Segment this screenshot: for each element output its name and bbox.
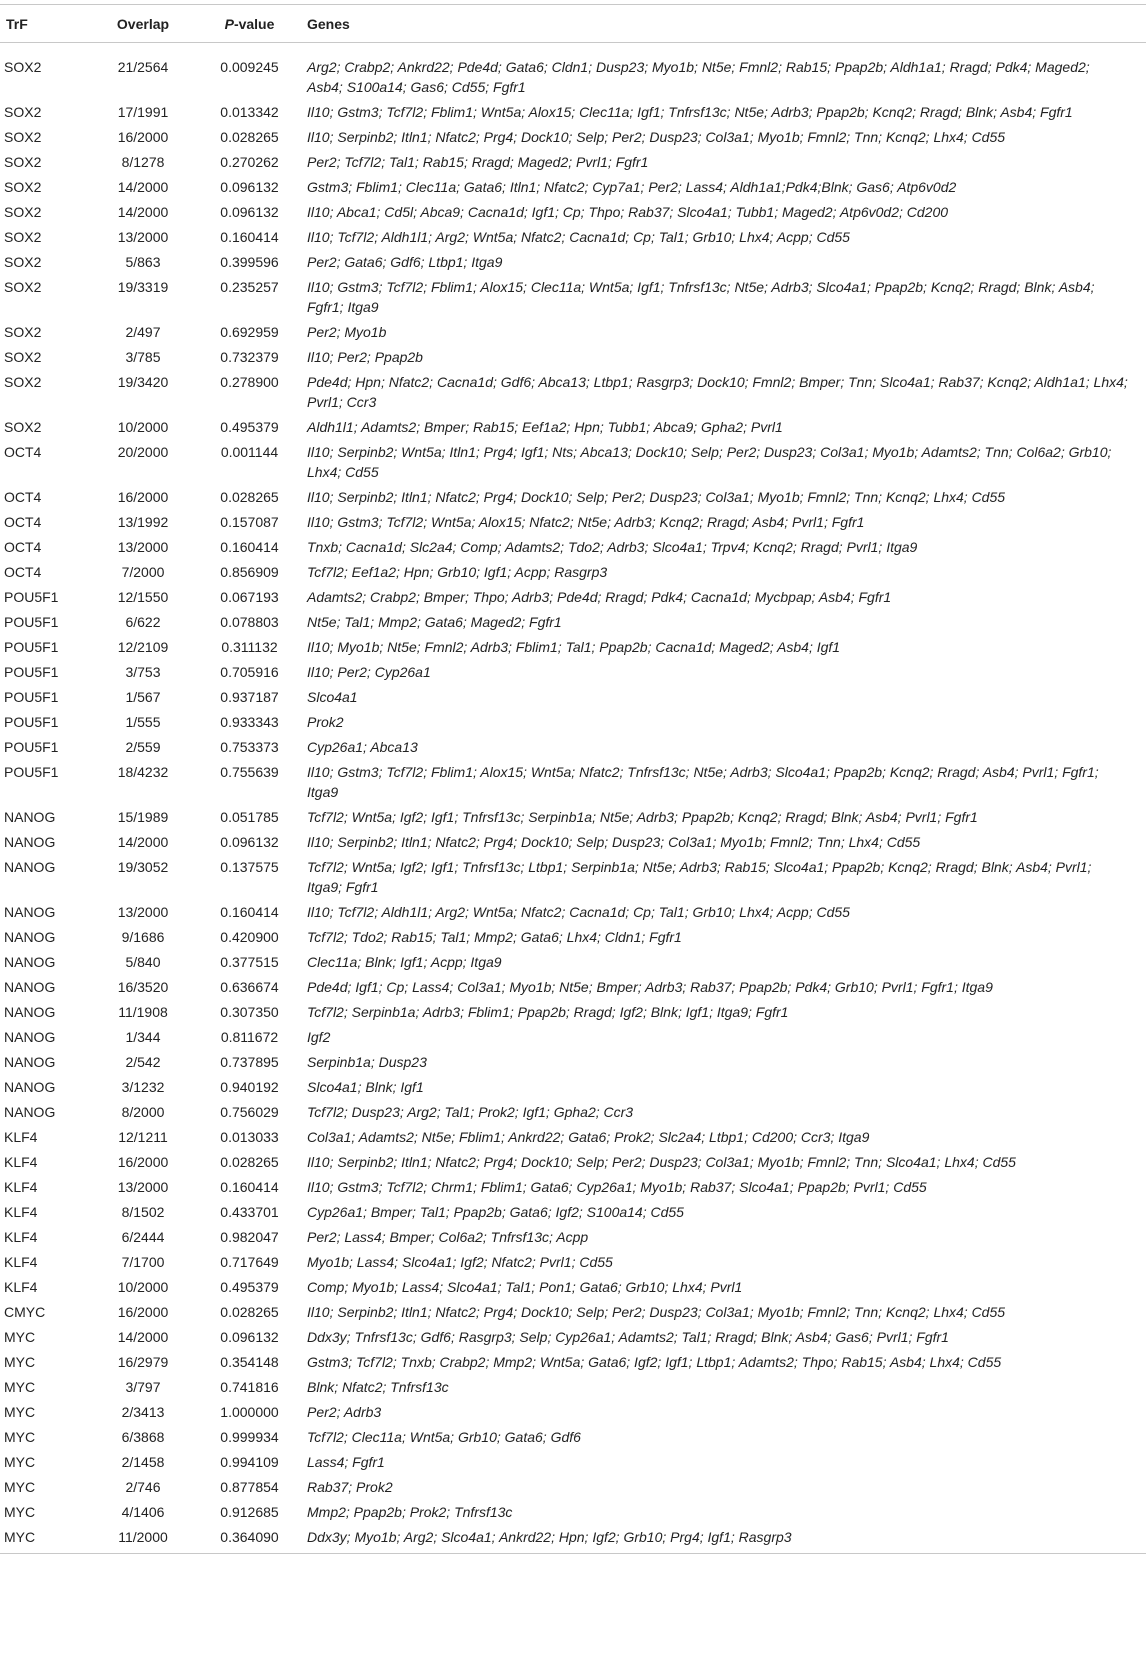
genes-cell: Il10; Gstm3; Tcf7l2; Chrm1; Fblim1; Gata6; Cyp26a1; Myo1b; Rab37; Slco4a1; Ppap2b; Pvrl1; Cd55 — [307, 1179, 927, 1195]
header-overlap: Overlap — [88, 5, 198, 43]
header-pvalue — [198, 5, 301, 43]
trf-cell: NANOG — [4, 904, 56, 920]
overlap-cell: 19/3052 — [117, 859, 169, 875]
genes-cell: Pde4d; Hpn; Nfatc2; Cacna1d; Gdf6; Abca13; Ltbp1; Rasgrp3; Dock10; Fmnl2; Bmper; Tnn; Slco4a1; Rab37; Kcnq2; Aldh1a1; Lhx4; Pvrl1; Ccr3 — [307, 374, 1128, 410]
genes-cell: Slco4a1; Blnk; Igf1 — [307, 1079, 424, 1095]
table-row — [0, 249, 1146, 274]
table-row — [0, 609, 1146, 634]
trf-cell: NANOG — [4, 1054, 56, 1070]
overlap-cell: 13/2000 — [117, 904, 169, 920]
genes-cell: Tcf7l2; Wnt5a; Igf2; Igf1; Tnfrsf13c; Serpinb1a; Nt5e; Adrb3; Ppap2b; Kcnq2; Rragd; Blnk; Asb4; Pvrl1; Fgfr1 — [307, 809, 978, 825]
pvalue-cell: 0.096132 — [220, 204, 279, 220]
table-row — [0, 1524, 1146, 1554]
trf-cell: NANOG — [4, 954, 56, 970]
overlap-cell: 2/559 — [125, 739, 161, 755]
pvalue-cell: 0.028265 — [220, 129, 279, 145]
overlap-cell: 2/3413 — [121, 1404, 165, 1420]
overlap-cell: 18/4232 — [117, 764, 169, 780]
pvalue-cell: 0.235257 — [220, 279, 279, 295]
trf-cell: MYC — [4, 1479, 36, 1495]
header-genes: Genes — [301, 5, 1146, 43]
table-row — [0, 1224, 1146, 1249]
trf-cell: SOX2 — [4, 104, 42, 120]
pvalue-cell: 0.912685 — [220, 1504, 279, 1520]
table-row — [0, 149, 1146, 174]
overlap-cell: 2/746 — [125, 1479, 161, 1495]
table-row — [0, 174, 1146, 199]
pvalue-cell: 0.755639 — [220, 764, 279, 780]
genes-cell: Il10; Gstm3; Tcf7l2; Fblim1; Alox15; Clec11a; Wnt5a; Igf1; Tnfrsf13c; Nt5e; Adrb3; Slco4a1; Ppap2b; Kcnq2; Rragd; Blnk; Asb4; Fgfr1; Itga9 — [307, 279, 1095, 315]
overlap-cell: 3/797 — [125, 1379, 161, 1395]
genes-cell: Lass4; Fgfr1 — [307, 1454, 385, 1470]
table-row — [0, 43, 1146, 100]
trf-cell: POU5F1 — [4, 639, 59, 655]
genes-cell: Tcf7l2; Tdo2; Rab15; Tal1; Mmp2; Gata6; Lhx4; Cldn1; Fgfr1 — [307, 929, 682, 945]
table-row — [0, 1299, 1146, 1324]
genes-cell: Il10; Gstm3; Tcf7l2; Wnt5a; Alox15; Nfatc2; Nt5e; Adrb3; Kcnq2; Rragd; Asb4; Pvrl1; Fgfr1 — [307, 514, 865, 530]
pvalue-cell: 0.028265 — [220, 489, 279, 505]
overlap-cell: 8/1278 — [121, 154, 165, 170]
overlap-cell: 5/863 — [125, 254, 161, 270]
trf-cell: POU5F1 — [4, 689, 59, 705]
table-row — [0, 1174, 1146, 1199]
table-row — [0, 1324, 1146, 1349]
pvalue-cell: 0.420900 — [220, 929, 279, 945]
overlap-cell: 6/3868 — [121, 1429, 165, 1445]
trf-cell: OCT4 — [4, 539, 42, 555]
pvalue-cell: 0.741816 — [220, 1379, 279, 1395]
header-trf: TrF — [0, 5, 88, 43]
genes-cell: Aldh1l1; Adamts2; Bmper; Rab15; Eef1a2; Hpn; Tubb1; Abca9; Gpha2; Pvrl1 — [307, 419, 783, 435]
overlap-cell: 13/1992 — [117, 514, 169, 530]
trf-cell: NANOG — [4, 809, 56, 825]
pvalue-cell: 0.877854 — [220, 1479, 279, 1495]
genes-cell: Prok2 — [307, 714, 344, 730]
table-row — [0, 1499, 1146, 1524]
pvalue-cell: 0.756029 — [220, 1104, 279, 1120]
table-row — [0, 899, 1146, 924]
genes-cell: Per2; Lass4; Bmper; Col6a2; Tnfrsf13c; Acpp — [307, 1229, 589, 1245]
trf-cell: MYC — [4, 1504, 36, 1520]
overlap-cell: 16/3520 — [117, 979, 169, 995]
table-row — [0, 124, 1146, 149]
trf-cell: POU5F1 — [4, 589, 59, 605]
genes-cell: Per2; Gata6; Gdf6; Ltbp1; Itga9 — [307, 254, 503, 270]
genes-cell: Mmp2; Ppap2b; Prok2; Tnfrsf13c — [307, 1504, 513, 1520]
pvalue-cell: 0.009245 — [220, 59, 279, 75]
genes-cell: Igf2 — [307, 1029, 331, 1045]
trf-cell: POU5F1 — [4, 739, 59, 755]
table-row — [0, 634, 1146, 659]
trf-cell: MYC — [4, 1354, 36, 1370]
trf-cell: KLF4 — [4, 1179, 38, 1195]
overlap-cell: 3/753 — [125, 664, 161, 680]
trf-cell: SOX2 — [4, 59, 42, 75]
overlap-cell: 13/2000 — [117, 229, 169, 245]
pvalue-cell: 0.157087 — [220, 514, 279, 530]
pvalue-cell: 0.937187 — [220, 689, 279, 705]
overlap-cell: 16/2000 — [117, 489, 169, 505]
table-row — [0, 369, 1146, 414]
trf-cell: NANOG — [4, 1104, 56, 1120]
table-row — [0, 439, 1146, 484]
trf-cell: SOX2 — [4, 349, 42, 365]
table-row — [0, 534, 1146, 559]
trf-cell: SOX2 — [4, 204, 42, 220]
table-row — [0, 1074, 1146, 1099]
overlap-cell: 10/2000 — [117, 419, 169, 435]
overlap-cell: 4/1406 — [121, 1504, 165, 1520]
genes-cell: Il10; Tcf7l2; Aldh1l1; Arg2; Wnt5a; Nfatc2; Cacna1d; Cp; Tal1; Grb10; Lhx4; Acpp; Cd55 — [307, 229, 850, 245]
genes-cell: Rab37; Prok2 — [307, 1479, 393, 1495]
pvalue-cell: 0.307350 — [220, 1004, 279, 1020]
trf-cell: SOX2 — [4, 254, 42, 270]
table-row — [0, 1274, 1146, 1299]
pvalue-cell: 0.270262 — [220, 154, 279, 170]
overlap-cell: 14/2000 — [117, 834, 169, 850]
table-row — [0, 224, 1146, 249]
trf-cell: KLF4 — [4, 1229, 38, 1245]
overlap-cell: 12/1550 — [117, 589, 169, 605]
trf-cell: NANOG — [4, 1079, 56, 1095]
genes-cell: Nt5e; Tal1; Mmp2; Gata6; Maged2; Fgfr1 — [307, 614, 562, 630]
genes-cell: Tcf7l2; Serpinb1a; Adrb3; Fblim1; Ppap2b; Rragd; Igf2; Blnk; Igf1; Itga9; Fgfr1 — [307, 1004, 789, 1020]
overlap-cell: 3/1232 — [121, 1079, 165, 1095]
trf-cell: KLF4 — [4, 1254, 38, 1270]
genes-cell: Per2; Myo1b — [307, 324, 387, 340]
table-row — [0, 1449, 1146, 1474]
genes-cell: Tcf7l2; Dusp23; Arg2; Tal1; Prok2; Igf1; Gpha2; Ccr3 — [307, 1104, 634, 1120]
pvalue-cell: 0.856909 — [220, 564, 279, 580]
genes-cell: Blnk; Nfatc2; Tnfrsf13c — [307, 1379, 449, 1395]
genes-cell: Tcf7l2; Eef1a2; Hpn; Grb10; Igf1; Acpp; Rasgrp3 — [307, 564, 608, 580]
pvalue-cell: 0.636674 — [220, 979, 279, 995]
genes-cell: Il10; Serpinb2; Wnt5a; Itln1; Prg4; Igf1; Nts; Abca13; Dock10; Selp; Per2; Dusp23; Col3a1; Myo1b; Adamts2; Tnn; Col6a2; Grb10; Lhx4; Cd55 — [307, 444, 1112, 480]
trf-cell: KLF4 — [4, 1154, 38, 1170]
table-row — [0, 854, 1146, 899]
table-row — [0, 949, 1146, 974]
trf-cell: MYC — [4, 1429, 36, 1445]
genes-cell: Il10; Per2; Ppap2b — [307, 349, 423, 365]
pvalue-cell: 0.160414 — [220, 1179, 279, 1195]
trf-cell: POU5F1 — [4, 664, 59, 680]
trf-cell: SOX2 — [4, 154, 42, 170]
table-row — [0, 509, 1146, 534]
table-row — [0, 1124, 1146, 1149]
trf-cell: MYC — [4, 1329, 36, 1345]
trf-cell: SOX2 — [4, 419, 42, 435]
table-row — [0, 1374, 1146, 1399]
overlap-cell: 13/2000 — [117, 539, 169, 555]
genes-cell: Il10; Per2; Cyp26a1 — [307, 664, 431, 680]
overlap-cell: 12/1211 — [118, 1129, 168, 1145]
genes-cell: Il10; Tcf7l2; Aldh1l1; Arg2; Wnt5a; Nfatc2; Cacna1d; Cp; Tal1; Grb10; Lhx4; Acpp; Cd55 — [307, 904, 850, 920]
trf-cell: SOX2 — [4, 179, 42, 195]
genes-cell: Gstm3; Fblim1; Clec11a; Gata6; Itln1; Nfatc2; Cyp7a1; Per2; Lass4; Aldh1a1;Pdk4;Blnk; Gas6; Atp6v0d2 — [307, 179, 957, 195]
genes-cell: Ddx3y; Tnfrsf13c; Gdf6; Rasgrp3; Selp; Cyp26a1; Adamts2; Tal1; Rragd; Blnk; Asb4; Gas6; Pvrl1; Fgfr1 — [307, 1329, 949, 1345]
pvalue-cell: 0.001144 — [220, 444, 279, 460]
genes-cell: Serpinb1a; Dusp23 — [307, 1054, 427, 1070]
table-row — [0, 659, 1146, 684]
overlap-cell: 7/1700 — [121, 1254, 165, 1270]
table-row — [0, 274, 1146, 319]
table-row — [0, 974, 1146, 999]
genes-cell: Il10; Serpinb2; Itln1; Nfatc2; Prg4; Dock10; Selp; Per2; Dusp23; Col3a1; Myo1b; Fmnl2; Tnn; Kcnq2; Lhx4; Cd55 — [307, 129, 1006, 145]
overlap-cell: 2/542 — [125, 1054, 161, 1070]
table-row — [0, 414, 1146, 439]
pvalue-cell: 0.732379 — [220, 349, 279, 365]
pvalue-cell: 0.717649 — [220, 1254, 279, 1270]
overlap-cell: 16/2979 — [117, 1354, 169, 1370]
genes-cell: Slco4a1 — [307, 689, 358, 705]
trf-cell: POU5F1 — [4, 614, 59, 630]
pvalue-cell: 0.933343 — [220, 714, 279, 730]
table-row — [0, 559, 1146, 584]
trf-cell: SOX2 — [4, 229, 42, 245]
overlap-cell: 16/2000 — [117, 1154, 169, 1170]
table-row — [0, 1024, 1146, 1049]
trf-cell: NANOG — [4, 1029, 56, 1045]
genes-cell: Col3a1; Adamts2; Nt5e; Fblim1; Ankrd22; Gata6; Prok2; Slc2a4; Ltbp1; Cd200; Ccr3; Itga9 — [307, 1129, 870, 1145]
overlap-cell: 13/2000 — [117, 1179, 169, 1195]
pvalue-cell: 0.028265 — [220, 1304, 279, 1320]
overlap-cell: 14/2000 — [117, 204, 169, 220]
overlap-cell: 1/344 — [125, 1029, 161, 1045]
table-row — [0, 709, 1146, 734]
pvalue-cell: 0.096132 — [220, 1329, 279, 1345]
trf-cell: NANOG — [4, 834, 56, 850]
trf-cell: POU5F1 — [4, 714, 59, 730]
overlap-cell: 7/2000 — [121, 564, 165, 580]
genes-cell: Il10; Abca1; Cd5l; Abca9; Cacna1d; Igf1; Cp; Thpo; Rab37; Slco4a1; Tubb1; Maged2; Atp6v0d2; Cd200 — [307, 204, 949, 220]
pvalue-cell: 0.495379 — [220, 1279, 279, 1295]
table-row — [0, 924, 1146, 949]
pvalue-cell: 0.160414 — [220, 229, 279, 245]
header-pvalue-italic: P — [224, 16, 234, 32]
trf-cell: OCT4 — [4, 444, 42, 460]
trf-cell: MYC — [4, 1379, 36, 1395]
pvalue-cell: 0.692959 — [220, 324, 279, 340]
table-row — [0, 999, 1146, 1024]
pvalue-cell: 0.737895 — [220, 1054, 279, 1070]
genes-cell: Adamts2; Crabp2; Bmper; Thpo; Adrb3; Pde4d; Rragd; Pdk4; Cacna1d; Mycbpap; Asb4; Fgfr1 — [307, 589, 892, 605]
table-row — [0, 199, 1146, 224]
trf-cell: MYC — [4, 1454, 36, 1470]
genes-cell: Il10; Myo1b; Nt5e; Fmnl2; Adrb3; Fblim1; Tal1; Ppap2b; Cacna1d; Maged2; Asb4; Igf1 — [307, 639, 841, 655]
overlap-cell: 6/622 — [125, 614, 161, 630]
pvalue-cell: 0.067193 — [220, 589, 279, 605]
genes-cell: Il10; Serpinb2; Itln1; Nfatc2; Prg4; Dock10; Selp; Per2; Dusp23; Col3a1; Myo1b; Fmnl2; Tnn; Kcnq2; Lhx4; Cd55 — [307, 489, 1006, 505]
pvalue-cell: 0.137575 — [220, 859, 279, 875]
pvalue-cell: 0.377515 — [220, 954, 279, 970]
pvalue-cell: 0.999934 — [220, 1429, 279, 1445]
trf-cell: MYC — [4, 1404, 36, 1420]
genes-cell: Tnxb; Cacna1d; Slc2a4; Comp; Adamts2; Tdo2; Adrb3; Slco4a1; Trpv4; Kcnq2; Rragd; Pvrl1; Itga9 — [307, 539, 918, 555]
overlap-cell: 3/785 — [125, 349, 161, 365]
table-row — [0, 804, 1146, 829]
overlap-cell: 11/1908 — [118, 1004, 168, 1020]
pvalue-cell: 0.940192 — [220, 1079, 279, 1095]
pvalue-cell: 0.354148 — [220, 1354, 279, 1370]
overlap-cell: 1/555 — [125, 714, 161, 730]
table-row — [0, 759, 1146, 804]
trf-cell: SOX2 — [4, 324, 42, 340]
pvalue-cell: 0.311132 — [221, 639, 278, 655]
pvalue-cell: 0.705916 — [220, 664, 279, 680]
trf-cell: SOX2 — [4, 279, 42, 295]
trf-cell: MYC — [0, 1524, 88, 1554]
genes-cell: Cyp26a1; Abca13 — [307, 739, 418, 755]
table-row — [0, 1474, 1146, 1499]
pvalue-cell: 0.982047 — [220, 1229, 279, 1245]
pvalue-cell: 0.013033 — [220, 1129, 279, 1145]
pvalue-cell: 0.160414 — [220, 539, 279, 555]
table-row — [0, 1149, 1146, 1174]
overlap-cell: 8/2000 — [121, 1104, 165, 1120]
pvalue-cell: 0.013342 — [220, 104, 279, 120]
table-row — [0, 99, 1146, 124]
pvalue-cell: 0.096132 — [220, 179, 279, 195]
overlap-cell: 14/2000 — [117, 179, 169, 195]
overlap-cell: 9/1686 — [121, 929, 165, 945]
pvalue-cell: 0.051785 — [220, 809, 279, 825]
table-row — [0, 1199, 1146, 1224]
table-row — [0, 1049, 1146, 1074]
trf-cell: KLF4 — [4, 1279, 38, 1295]
overlap-cell: 16/2000 — [117, 1304, 169, 1320]
overlap-cell: 2/497 — [125, 324, 161, 340]
table-row — [0, 734, 1146, 759]
trf-cell: KLF4 — [4, 1204, 38, 1220]
trf-cell: OCT4 — [4, 564, 42, 580]
trf-cell: KLF4 — [4, 1129, 38, 1145]
table-row — [0, 1249, 1146, 1274]
genes-cell: Il10; Gstm3; Tcf7l2; Fblim1; Alox15; Wnt5a; Nfatc2; Tnfrsf13c; Nt5e; Adrb3; Slco4a1; Ppap2b; Kcnq2; Rragd; Asb4; Pvrl1; Fgfr1; Itga9 — [307, 764, 1099, 800]
genes-cell: Ddx3y; Myo1b; Arg2; Slco4a1; Ankrd22; Hpn; Igf2; Grb10; Prg4; Igf1; Rasgrp3 — [301, 1524, 1146, 1554]
genes-cell: Tcf7l2; Wnt5a; Igf2; Igf1; Tnfrsf13c; Ltbp1; Serpinb1a; Nt5e; Adrb3; Rab15; Slco4a1; Ppap2b; Kcnq2; Rragd; Blnk; Asb4; Pvrl1; Itga9; Fgfr1 — [307, 859, 1092, 895]
table-row — [0, 319, 1146, 344]
overlap-cell: 11/2000 — [88, 1524, 198, 1554]
pvalue-cell: 0.278900 — [220, 374, 279, 390]
trf-cell: NANOG — [4, 929, 56, 945]
trf-cell: SOX2 — [4, 129, 42, 145]
table-row — [0, 484, 1146, 509]
overlap-cell: 8/1502 — [121, 1204, 165, 1220]
overlap-cell: 5/840 — [125, 954, 161, 970]
genes-cell: Gstm3; Tcf7l2; Tnxb; Crabp2; Mmp2; Wnt5a; Gata6; Igf2; Igf1; Ltbp1; Adamts2; Thpo; Rab15; Asb4; Lhx4; Cd55 — [307, 1354, 1002, 1370]
trf-cell: NANOG — [4, 979, 56, 995]
genes-cell: Pde4d; Igf1; Cp; Lass4; Col3a1; Myo1b; Nt5e; Bmper; Adrb3; Rab37; Ppap2b; Pdk4; Grb10; Pvrl1; Fgfr1; Itga9 — [307, 979, 993, 995]
overlap-cell: 16/2000 — [117, 129, 169, 145]
table-row — [0, 1099, 1146, 1124]
genes-cell: Myo1b; Lass4; Slco4a1; Igf2; Nfatc2; Pvrl1; Cd55 — [307, 1254, 613, 1270]
genes-cell: Per2; Adrb3 — [307, 1404, 382, 1420]
pvalue-cell: 1.000000 — [220, 1404, 279, 1420]
trf-cell: OCT4 — [4, 489, 42, 505]
overlap-cell: 10/2000 — [117, 1279, 169, 1295]
overlap-cell: 19/3319 — [117, 279, 169, 295]
table-row — [0, 1349, 1146, 1374]
overlap-cell: 17/1991 — [117, 104, 169, 120]
trf-cell: NANOG — [4, 859, 56, 875]
genes-cell: Il10; Serpinb2; Itln1; Nfatc2; Prg4; Dock10; Selp; Per2; Dusp23; Col3a1; Myo1b; Fmnl2; Tnn; Slco4a1; Lhx4; Cd55 — [307, 1154, 1016, 1170]
trf-cell: SOX2 — [4, 374, 42, 390]
overlap-cell: 1/567 — [125, 689, 161, 705]
genes-cell: Il10; Gstm3; Tcf7l2; Fblim1; Wnt5a; Alox15; Clec11a; Igf1; Tnfrsf13c; Nt5e; Adrb3; Ppap2b; Kcnq2; Rragd; Blnk; Asb4; Fgfr1 — [307, 104, 1073, 120]
trf-cell: OCT4 — [4, 514, 42, 530]
genes-cell: Arg2; Crabp2; Ankrd22; Pde4d; Gata6; Cldn1; Dusp23; Myo1b; Nt5e; Fmnl2; Rab15; Ppap2b; Aldh1a1; Rragd; Pdk4; Maged2; Asb4; S100a14; Gas6; Cd55; Fgfr1 — [307, 59, 1090, 95]
genes-cell: Clec11a; Blnk; Igf1; Acpp; Itga9 — [307, 954, 502, 970]
trf-cell: NANOG — [4, 1004, 56, 1020]
overlap-cell: 2/1458 — [121, 1454, 165, 1470]
genes-cell: Per2; Tcf7l2; Tal1; Rab15; Rragd; Maged2; Pvrl1; Fgfr1 — [307, 154, 649, 170]
genes-cell: Comp; Myo1b; Lass4; Slco4a1; Tal1; Pon1; Gata6; Grb10; Lhx4; Pvrl1 — [307, 1279, 743, 1295]
pvalue-cell: 0.994109 — [220, 1454, 279, 1470]
overlap-cell: 15/1989 — [117, 809, 169, 825]
genes-cell: Il10; Serpinb2; Itln1; Nfatc2; Prg4; Dock10; Selp; Per2; Dusp23; Col3a1; Myo1b; Fmnl2; Tnn; Kcnq2; Lhx4; Cd55 — [307, 1304, 1006, 1320]
pvalue-cell: 0.433701 — [220, 1204, 279, 1220]
pvalue-cell: 0.753373 — [220, 739, 279, 755]
overlap-cell: 21/2564 — [117, 59, 169, 75]
table-body — [0, 43, 1146, 1554]
overlap-cell: 14/2000 — [117, 1329, 169, 1345]
table-row — [0, 829, 1146, 854]
pvalue-cell: 0.364090 — [198, 1524, 301, 1554]
pvalue-cell: 0.495379 — [220, 419, 279, 435]
table-header — [0, 5, 1146, 43]
pvalue-cell: 0.028265 — [220, 1154, 279, 1170]
trf-cell: POU5F1 — [4, 764, 59, 780]
table-row — [0, 1424, 1146, 1449]
transcription-factor-table — [0, 4, 1146, 1554]
genes-cell: Cyp26a1; Bmper; Tal1; Ppap2b; Gata6; Igf2; S100a14; Cd55 — [307, 1204, 684, 1220]
table-row — [0, 584, 1146, 609]
trf-cell: CMYC — [4, 1304, 46, 1320]
header-pvalue-suffix: -value — [233, 16, 275, 32]
header-row — [0, 5, 1146, 43]
pvalue-cell: 0.078803 — [220, 614, 279, 630]
overlap-cell: 19/3420 — [117, 374, 169, 390]
pvalue-cell: 0.096132 — [220, 834, 279, 850]
genes-cell: Il10; Serpinb2; Itln1; Nfatc2; Prg4; Dock10; Selp; Dusp23; Col3a1; Myo1b; Fmnl2; Tnn; Lhx4; Cd55 — [307, 834, 921, 850]
table-row — [0, 344, 1146, 369]
table-row — [0, 684, 1146, 709]
genes-cell: Tcf7l2; Clec11a; Wnt5a; Grb10; Gata6; Gdf6 — [307, 1429, 581, 1445]
pvalue-cell: 0.811672 — [220, 1029, 279, 1045]
overlap-cell: 6/2444 — [121, 1229, 165, 1245]
overlap-cell: 12/2109 — [117, 639, 169, 655]
pvalue-cell: 0.160414 — [220, 904, 279, 920]
overlap-cell: 20/2000 — [117, 444, 169, 460]
table-row — [0, 1399, 1146, 1424]
pvalue-cell: 0.399596 — [220, 254, 279, 270]
